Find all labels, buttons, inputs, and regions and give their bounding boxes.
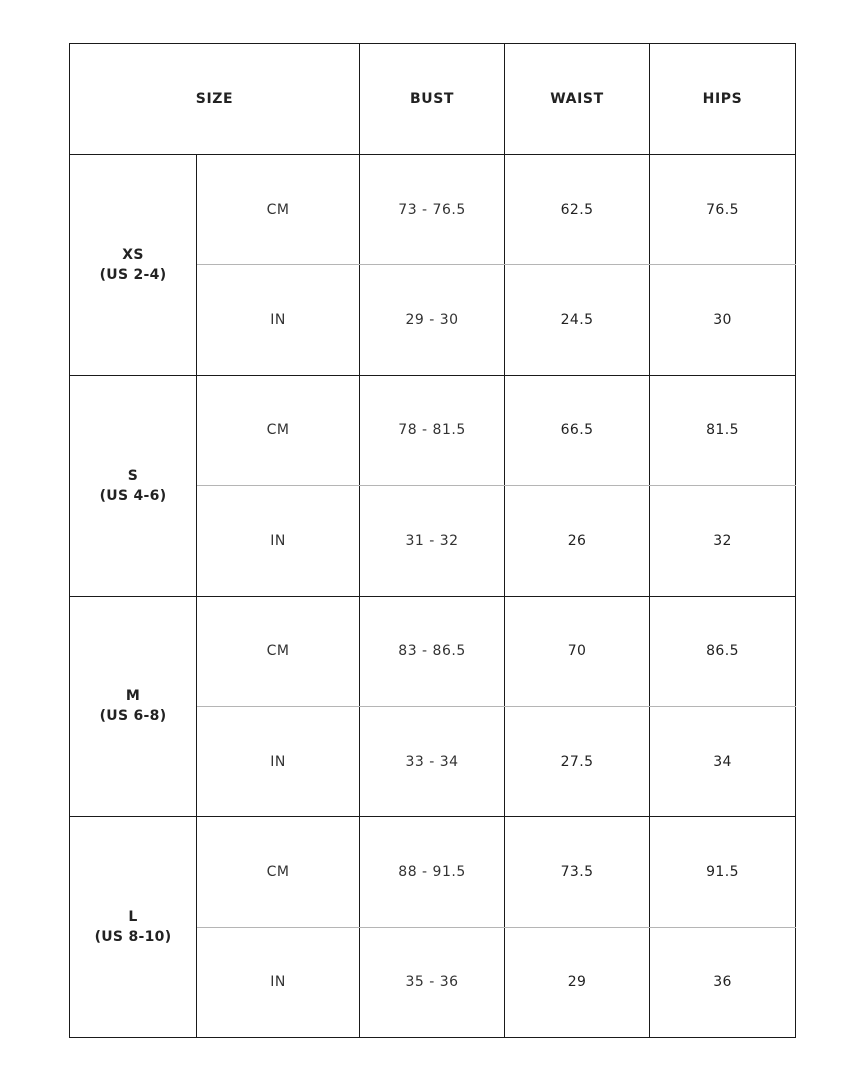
bust-cell: 83 - 86.5 [360, 596, 505, 706]
waist-cell: 70 [505, 596, 650, 706]
hips-cell: 91.5 [650, 817, 796, 927]
bust-cell: 29 - 30 [360, 265, 505, 375]
waist-cell: 26 [505, 486, 650, 596]
hips-cell: 81.5 [650, 375, 796, 485]
table-row-s-cm [70, 375, 796, 485]
header-hips: HIPS [650, 44, 796, 155]
size-us: (US 4-6) [99, 487, 167, 504]
header-row [70, 44, 796, 155]
bust-cell: 33 - 34 [360, 706, 505, 816]
table-row-m-cm [70, 596, 796, 706]
hips-cell: 32 [650, 486, 796, 596]
hips-cell: 34 [650, 706, 796, 816]
unit-cell: CM [197, 817, 360, 927]
size-name: L [128, 909, 138, 926]
hips-cell: 36 [650, 927, 796, 1037]
size-us: (US 2-4) [99, 266, 167, 283]
waist-cell: 62.5 [505, 155, 650, 265]
bust-cell: 31 - 32 [360, 486, 505, 596]
unit-cell: CM [197, 155, 360, 265]
unit-cell: CM [197, 375, 360, 485]
size-name: M [125, 688, 141, 705]
waist-cell: 27.5 [505, 706, 650, 816]
table-row-xs-cm [70, 155, 796, 265]
bust-cell: 78 - 81.5 [360, 375, 505, 485]
hips-cell: 30 [650, 265, 796, 375]
unit-cell: IN [197, 486, 360, 596]
size-us: (US 6-8) [99, 708, 167, 725]
waist-cell: 66.5 [505, 375, 650, 485]
bust-cell: 73 - 76.5 [360, 155, 505, 265]
waist-cell: 29 [505, 927, 650, 1037]
waist-cell: 73.5 [505, 817, 650, 927]
size-name: XS [122, 246, 144, 263]
hips-cell: 86.5 [650, 596, 796, 706]
bust-cell: 88 - 91.5 [360, 817, 505, 927]
table-row-l-cm [70, 817, 796, 927]
waist-cell: 24.5 [505, 265, 650, 375]
size-label-l [70, 817, 197, 1038]
size-chart-table [69, 43, 796, 1038]
hips-cell: 76.5 [650, 155, 796, 265]
bust-cell: 35 - 36 [360, 927, 505, 1037]
unit-cell: IN [197, 927, 360, 1037]
header-bust: BUST [360, 44, 505, 155]
size-label-s [70, 375, 197, 596]
unit-cell: IN [197, 265, 360, 375]
size-name: S [127, 467, 139, 484]
size-us: (US 8-10) [94, 929, 172, 946]
size-label-xs [70, 155, 197, 376]
header-size: SIZE [70, 44, 360, 155]
unit-cell: CM [197, 596, 360, 706]
unit-cell: IN [197, 706, 360, 816]
size-label-m [70, 596, 197, 817]
header-waist: WAIST [505, 44, 650, 155]
